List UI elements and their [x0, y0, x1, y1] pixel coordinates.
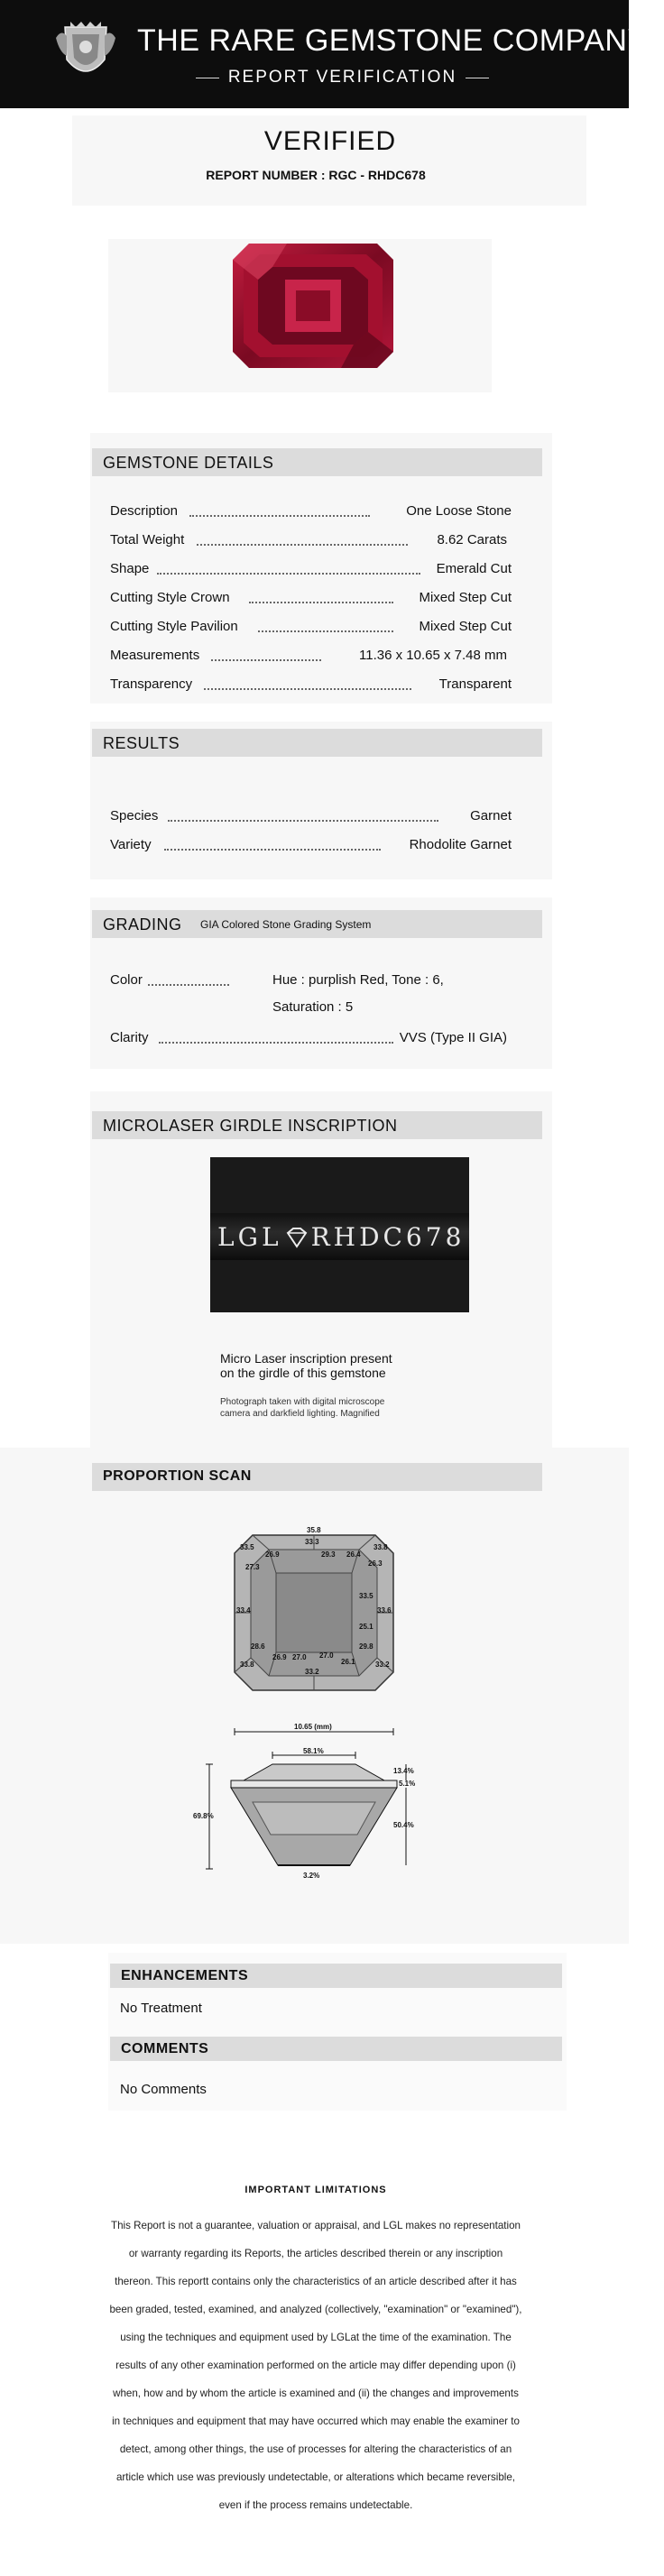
top-label: 33.2: [375, 1661, 390, 1669]
dot-leader: [204, 688, 411, 690]
side-view-diagram: [189, 1721, 433, 1880]
enhancements-header: [110, 1964, 562, 1988]
limitations-text: This Report is not a guarantee, valuation or appraisal, and LGL makes no representation or warranty regarding its Reports, the articles described therein or any inscription thereon. This reportt contains only the characteristics of an article described after it has been graded, tested, examined, and analyzed (collectively, "examination" or "examined"), using the techniques and equipment used by LGLat the time of the examination. The results of any other examination performed on the article may differ depending upon (i) when, how and by whom the article is examined and (ii) the changes and improvements in techniques and equipment that may have occurred which may enable the examiner to detect, among other things, the use of processes for altering the characteristics of an article which use was previously undetectable, or alterations which became reversible, even if the process remains undetectable.: [109, 2220, 522, 2511]
section-title: RESULTS: [103, 734, 180, 752]
side-label-girdle: 5.1%: [399, 1780, 416, 1788]
report-number: REPORT NUMBER : RGC - RHDC678: [206, 168, 426, 182]
top-label: 29.3: [321, 1550, 336, 1559]
row-label: Description: [110, 503, 179, 519]
note-line2: on the girdle of this gemstone: [220, 1366, 386, 1380]
row-label: Measurements: [110, 648, 200, 663]
top-label: 33.8: [374, 1543, 388, 1551]
top-label: 26.1: [341, 1658, 355, 1666]
detail-row-total-weight: [110, 532, 507, 550]
result-row-variety: [110, 837, 512, 855]
detail-row-description: [110, 503, 512, 521]
row-value: Garnet: [470, 808, 512, 823]
grading-header: [92, 910, 542, 938]
gemstone-photo: [233, 244, 393, 368]
row-value: Rhodolite Garnet: [409, 837, 512, 852]
top-label: 33.6: [377, 1606, 392, 1615]
row-value: Emerald Cut: [436, 561, 512, 576]
dot-leader: [197, 544, 408, 546]
section-title: COMMENTS: [121, 2041, 209, 2056]
section-title: PROPORTION SCAN: [103, 1468, 252, 1484]
top-label: 26.9: [272, 1653, 287, 1661]
proportion-header: [92, 1463, 542, 1491]
top-view-diagram: [233, 1526, 395, 1692]
top-label: 27.3: [245, 1563, 260, 1571]
row-label: Total Weight: [110, 532, 185, 547]
enhancements-value: No Treatment: [120, 2001, 202, 2016]
top-label: 29.8: [359, 1642, 374, 1651]
inscription-photo: [210, 1157, 469, 1312]
top-label: 26.4: [346, 1550, 361, 1559]
row-value: 8.62 Carats: [437, 532, 507, 547]
section-title: ENHANCEMENTS: [121, 1968, 249, 1983]
gemstone-details-header: [92, 448, 542, 476]
verified-status: VERIFIED: [263, 126, 397, 156]
dot-leader: [211, 659, 321, 661]
row-label: Shape: [110, 561, 150, 576]
dot-leader: [157, 573, 420, 575]
row-label: Color: [110, 972, 143, 988]
row-value: Mixed Step Cut: [419, 619, 512, 634]
crest-logo-icon: [52, 20, 119, 88]
section-title: GEMSTONE DETAILS: [103, 454, 274, 472]
row-value: Mixed Step Cut: [419, 590, 512, 605]
dot-leader: [148, 984, 229, 986]
result-row-species: [110, 808, 512, 826]
limitations-block: [108, 2185, 523, 2519]
dot-leader: [159, 1042, 393, 1044]
detail-row-pavilion: [110, 619, 512, 637]
row-label: Species: [110, 808, 159, 823]
row-label: Cutting Style Pavilion: [110, 619, 238, 634]
dot-leader: [249, 602, 393, 603]
top-label: 25.1: [359, 1623, 374, 1631]
subtitle-text: REPORT VERIFICATION: [227, 68, 457, 87]
grading-row-color: [110, 972, 507, 1015]
section-title: MICROLASER GIRDLE INSCRIPTION: [103, 1117, 398, 1135]
side-label-pavilion: 50.4%: [393, 1821, 414, 1829]
company-name: THE RARE GEMSTONE COMPANY ™: [137, 23, 664, 58]
inscription-number: RHDC678: [310, 1222, 466, 1252]
top-label: 33.8: [240, 1661, 254, 1669]
top-label: 26.9: [265, 1550, 280, 1559]
diamond-logo-icon: [284, 1227, 309, 1248]
side-label-depth: 69.8%: [193, 1812, 214, 1820]
row-label: Transparency: [110, 676, 193, 692]
top-label: 28.6: [251, 1642, 265, 1651]
inscription-prefix: LGL: [217, 1222, 282, 1252]
side-label-width: 10.65 (mm): [294, 1723, 332, 1731]
side-label-table: 58.1%: [303, 1747, 324, 1755]
row-label: Variety: [110, 837, 152, 852]
color-value-line2: Saturation : 5: [272, 999, 354, 1015]
row-value: One Loose Stone: [406, 503, 512, 519]
dot-leader: [164, 849, 381, 851]
top-label: 33.3: [305, 1538, 319, 1546]
top-label: 33.5: [240, 1543, 254, 1551]
side-label-culet: 3.2%: [303, 1872, 320, 1880]
top-label: 26.3: [368, 1559, 383, 1568]
comments-header: [110, 2037, 562, 2061]
results-header: [92, 729, 542, 757]
side-label-crown: 13.4%: [393, 1767, 414, 1775]
comments-value: No Comments: [120, 2082, 207, 2097]
row-value: VVS (Type II GIA): [399, 1030, 507, 1045]
row-value: Transparent: [438, 676, 512, 692]
section-title: GRADING: [103, 915, 182, 934]
caption-line1: Photograph taken with digital microscope: [220, 1397, 385, 1407]
row-label: Cutting Style Crown: [110, 590, 230, 605]
dot-leader: [258, 630, 393, 632]
grading-row-clarity: [110, 1030, 507, 1048]
detail-row-shape: [110, 561, 512, 579]
detail-row-transparency: [110, 676, 512, 695]
top-label: 27.0: [319, 1651, 334, 1660]
grading-system-label: GIA Colored Stone Grading System: [200, 918, 372, 931]
limitations-title: IMPORTANT LIMITATIONS: [244, 2185, 387, 2195]
top-label: 35.8: [307, 1526, 321, 1534]
trademark-symbol: ™: [653, 23, 664, 34]
color-value-line1: Hue : purplish Red, Tone : 6,: [272, 972, 444, 988]
row-label: Clarity: [110, 1030, 149, 1045]
caption-line2: camera and darkfield lighting. Magnified: [220, 1409, 380, 1419]
dot-leader: [189, 515, 370, 517]
top-label: 33.4: [236, 1606, 251, 1615]
detail-row-measurements: [110, 648, 507, 666]
top-label: 27.0: [292, 1653, 307, 1661]
top-label: 33.2: [305, 1668, 319, 1676]
row-value: 11.36 x 10.65 x 7.48 mm: [359, 648, 507, 663]
report-verification-subtitle: [196, 67, 489, 88]
inscription-text: [217, 1222, 465, 1252]
note-line1: Micro Laser inscription present: [220, 1351, 392, 1366]
top-label: 33.5: [359, 1592, 374, 1600]
detail-row-crown: [110, 590, 512, 608]
inscription-note: [220, 1351, 491, 1380]
inscription-header: [92, 1111, 542, 1139]
inscription-caption: [220, 1396, 491, 1420]
dot-leader: [168, 820, 438, 822]
